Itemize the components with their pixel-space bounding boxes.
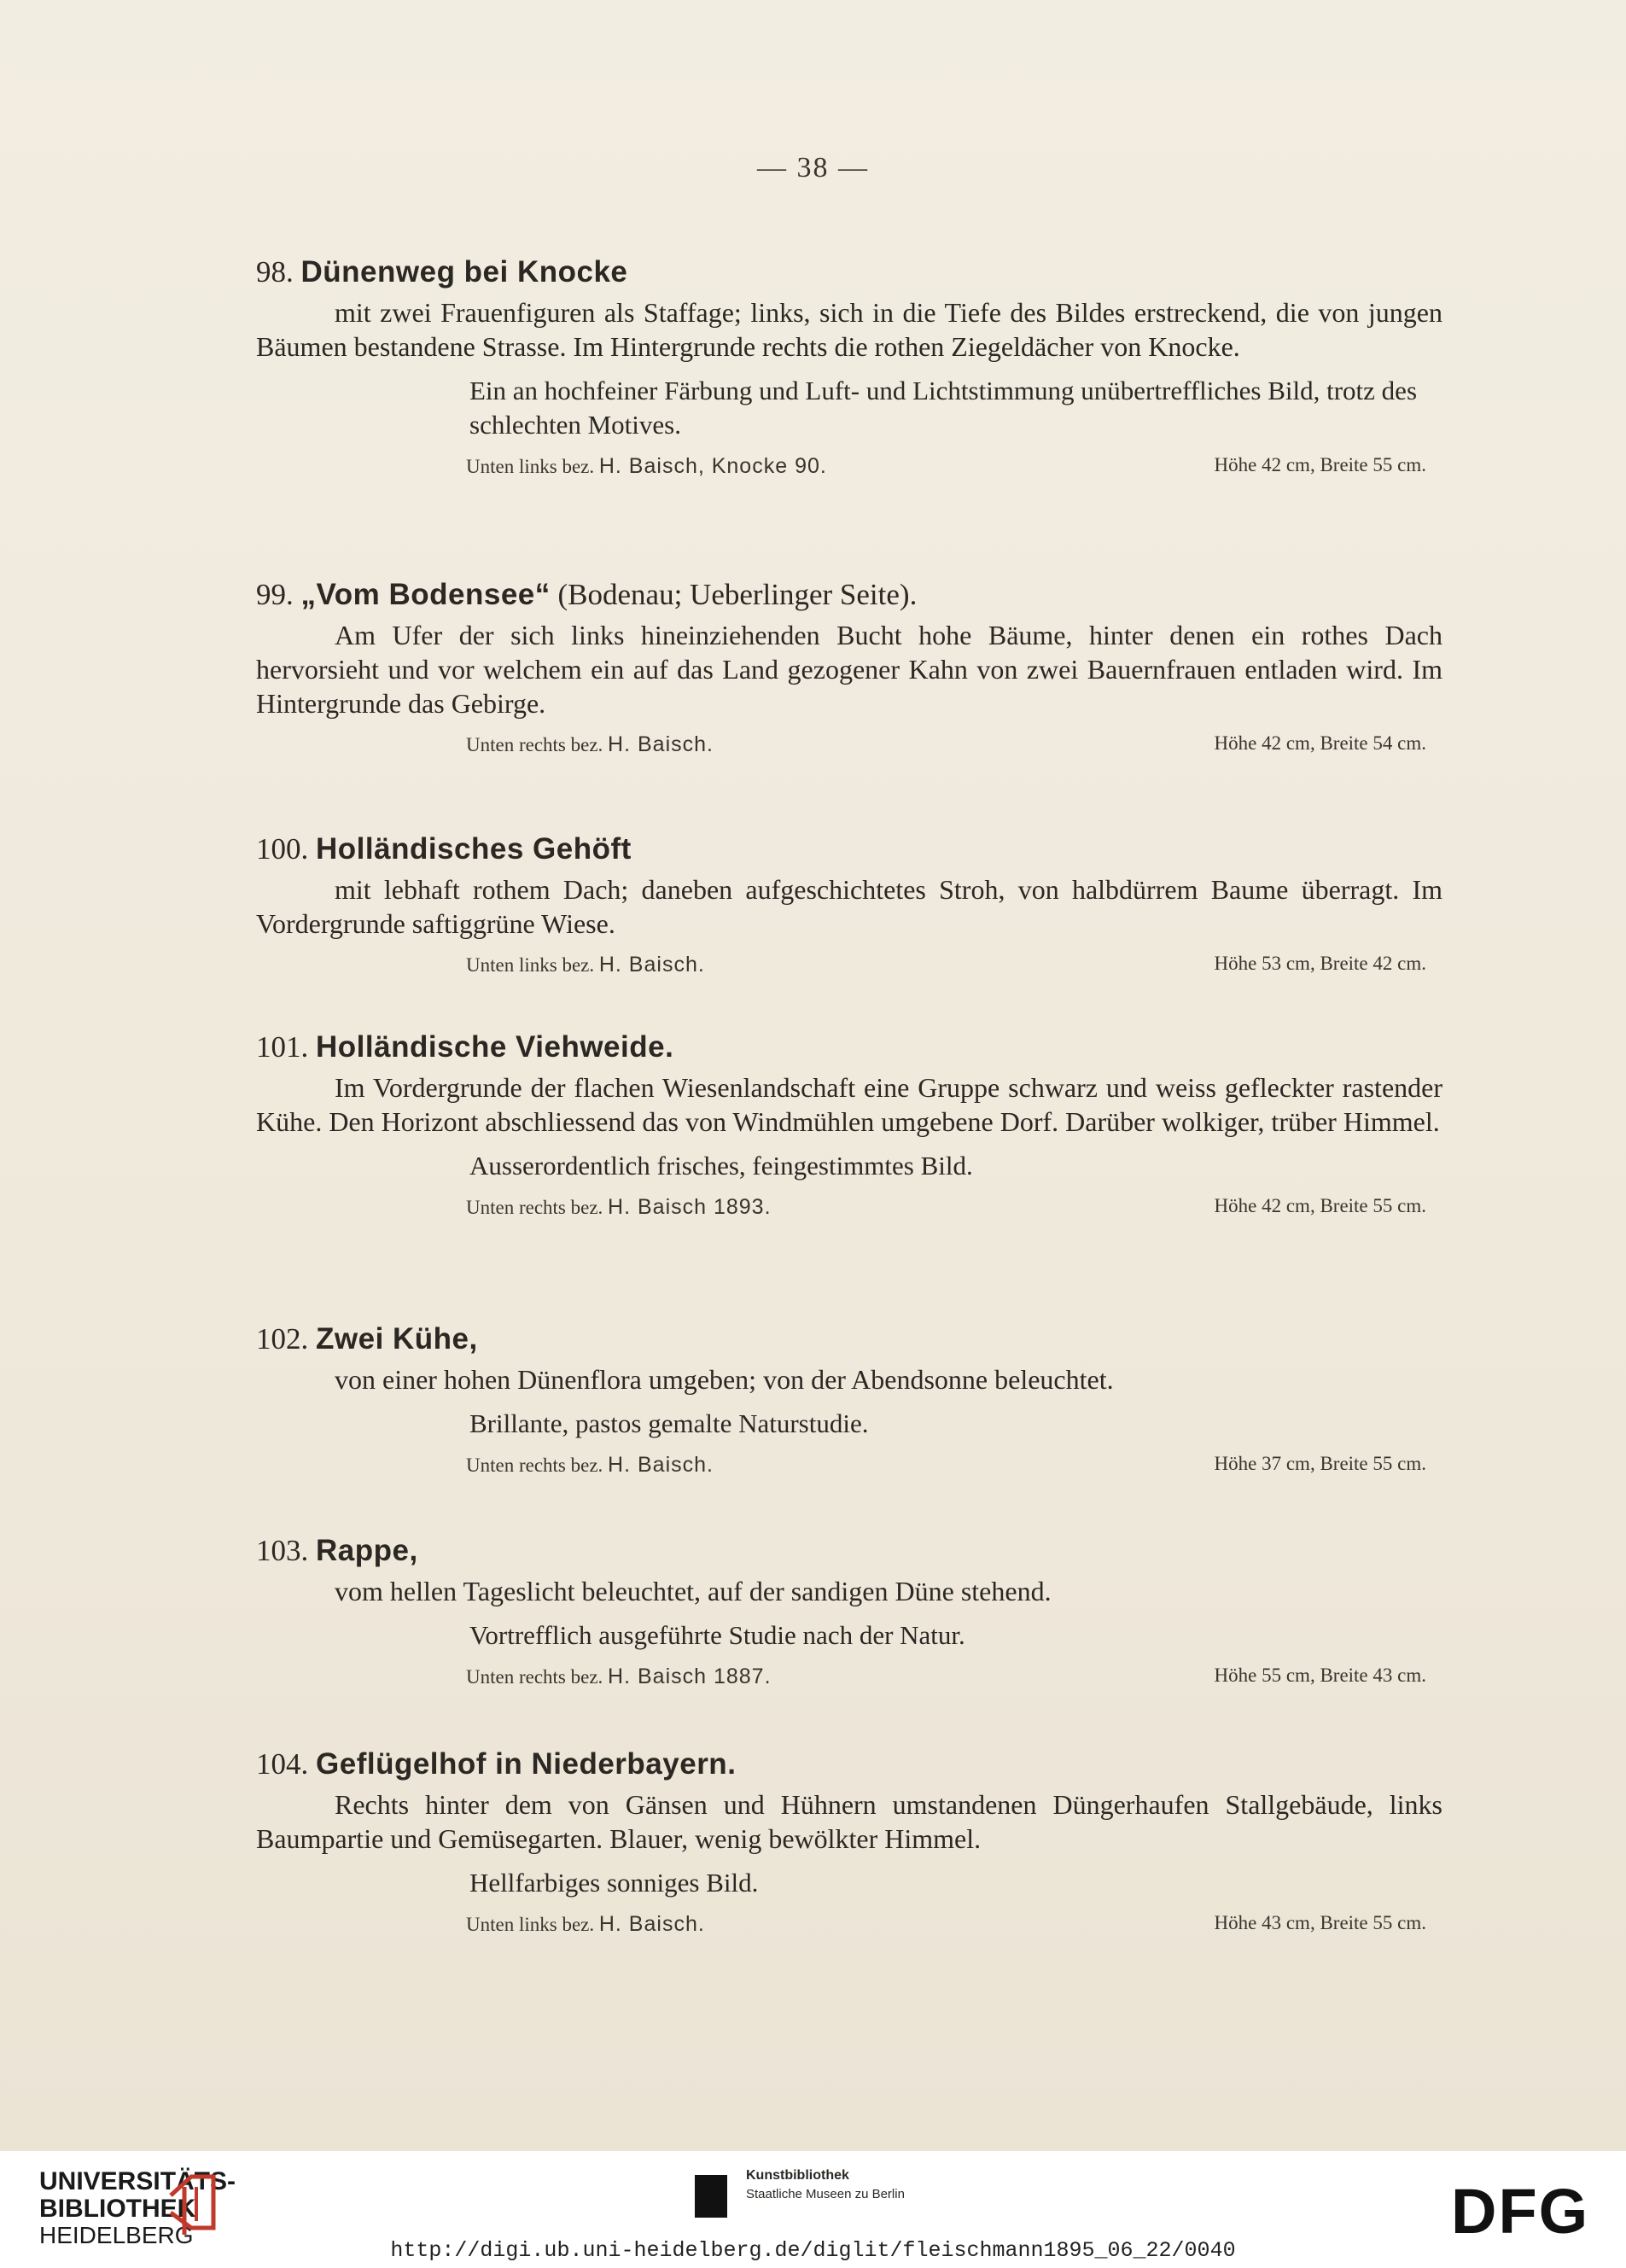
catalog-entry-101: [256, 1029, 1451, 1220]
entry-description: Im Vordergrunde der flachen Wiesenlandschaft eine Gruppe schwarz und weiss gefleckter rastender Kühe. Den Horizont abschliessend das von Windmühlen umgebene Dorf. Darüber wolkiger, trüber Himmel.: [256, 1072, 1442, 1137]
dimensions: Höhe 42 cm, Breite 55 cm.: [1214, 1195, 1426, 1216]
entry-heading: [256, 254, 1451, 290]
dimensions: Höhe 37 cm, Breite 55 cm.: [1214, 1453, 1426, 1474]
signature-text: Unten rechts bez.: [466, 1197, 603, 1218]
entry-heading: [256, 1746, 1451, 1782]
entry-description: Am Ufer der sich links hineinziehenden Bucht hohe Bäume, hinter denen ein rothes Dach hervorsieht und vor welchem ein auf das Land gezogener Kahn von zwei Bauernfrauen entladen wird. Im Hintergrunde das Gebirge.: [256, 620, 1442, 719]
signature-mark: H. Baisch.: [608, 1453, 714, 1477]
entry-title: Geflügelhof in Niederbayern.: [316, 1747, 737, 1781]
signature-text: Unten links bez.: [466, 954, 595, 976]
entry-signature-line: [466, 1912, 1426, 1937]
entry-note: Brillante, pastos gemalte Naturstudie.: [469, 1408, 869, 1438]
signature-text: Unten rechts bez.: [466, 734, 603, 755]
entry-title: Holländisches Gehöft: [316, 832, 632, 866]
kb-institution: Staatliche Museen zu Berlin: [746, 2187, 905, 2201]
signature-mark: H. Baisch 1887.: [608, 1665, 772, 1688]
entry-heading: [256, 1533, 1451, 1569]
signature-mark: H. Baisch.: [608, 732, 714, 756]
ub-name-line2: BIBLIOTHEK: [39, 2195, 196, 2223]
signature-mark: H. Baisch, Knocke 90.: [598, 454, 827, 478]
signature-mark: H. Baisch.: [598, 953, 705, 977]
catalog-entry-102: [256, 1321, 1451, 1478]
entry-description: Rechts hinter dem von Gänsen und Hühnern umstandenen Düngerhaufen Stallgebäude, links Baumpartie und Gemüsegarten. Blauer, wenig bewölkter Himmel.: [256, 1789, 1442, 1854]
catalog-entry-98: [256, 254, 1451, 479]
entry-description: vom hellen Tageslicht beleuchtet, auf der sandigen Düne stehend.: [335, 1576, 1052, 1606]
signature-mark: H. Baisch 1893.: [608, 1195, 772, 1219]
entry-subtitle: (Bodenau; Ueberlinger Seite).: [557, 578, 918, 611]
entry-number: 103.: [256, 1534, 309, 1567]
catalog-entry-103: [256, 1533, 1451, 1689]
entry-title: Rappe,: [316, 1534, 418, 1567]
catalog-entry-104: [256, 1746, 1451, 1937]
signature-text: Unten rechts bez.: [466, 1666, 603, 1688]
dimensions: Höhe 53 cm, Breite 42 cm.: [1214, 953, 1426, 974]
catalog-entry-99: [256, 577, 1451, 757]
entry-title: Dünenweg bei Knocke: [300, 255, 628, 289]
entry-number: 99.: [256, 578, 294, 611]
ub-name-line1: UNIVERSITÄTS-: [39, 2167, 236, 2195]
entry-note: Ein an hochfeiner Färbung und Luft- und Lichtstimmung unübertreffliches Bild, trotz des schlechten Motives.: [469, 376, 1418, 440]
entry-signature-line: [466, 454, 1426, 479]
entry-description: von einer hohen Dünenflora umgeben; von der Abendsonne beleuchtet.: [335, 1364, 1114, 1395]
page-number: — 38 —: [757, 152, 869, 184]
entry-note: Ausserordentlich frisches, feingestimmtes Bild.: [469, 1151, 973, 1181]
entry-title: „Vom Bodensee“: [300, 578, 551, 611]
entry-number: 102.: [256, 1322, 309, 1356]
signature-text: Unten rechts bez.: [466, 1455, 603, 1476]
dimensions: Höhe 42 cm, Breite 54 cm.: [1214, 732, 1426, 754]
entry-number: 100.: [256, 832, 309, 866]
entry-signature-line: [466, 1665, 1426, 1689]
entry-signature-line: [466, 732, 1426, 757]
entry-description: mit lebhaft rothem Dach; daneben aufgeschichtetes Stroh, von halbdürrem Baume überragt. Im Vordergrunde saftiggrüne Wiese.: [256, 874, 1442, 939]
signature-mark: H. Baisch.: [598, 1912, 705, 1936]
entry-description: mit zwei Frauenfiguren als Staffage; links, sich in die Tiefe des Bildes erstreckend, die von jungen Bäumen bestandene Strasse. Im Hintergrunde rechts die rothen Ziegeldächer von Knocke.: [256, 297, 1442, 362]
entry-signature-line: [466, 953, 1426, 977]
dimensions: Höhe 43 cm, Breite 55 cm.: [1214, 1912, 1426, 1933]
dimensions: Höhe 55 cm, Breite 43 cm.: [1214, 1665, 1426, 1686]
entry-note: Vortrefflich ausgeführte Studie nach der Natur.: [469, 1620, 965, 1650]
entry-heading: [256, 577, 1451, 613]
entry-note: Hellfarbiges sonniges Bild.: [469, 1868, 759, 1898]
entry-signature-line: [466, 1195, 1426, 1220]
entry-number: 98.: [256, 255, 294, 289]
entry-heading: [256, 1321, 1451, 1357]
signature-text: Unten links bez.: [466, 456, 595, 477]
kunstbibliothek-logo-icon: [695, 2175, 727, 2218]
entry-title: Holländische Viehweide.: [316, 1030, 674, 1064]
permalink-url[interactable]: http://digi.ub.uni-heidelberg.de/diglit/fleischmann1895_06_22/0040: [390, 2238, 1236, 2263]
dimensions: Höhe 42 cm, Breite 55 cm.: [1214, 454, 1426, 475]
dfg-logo[interactable]: DFG: [1451, 2176, 1590, 2247]
ub-logo-icon: [162, 2161, 222, 2238]
entry-number: 101.: [256, 1030, 309, 1064]
entry-signature-line: [466, 1453, 1426, 1478]
kb-name: Kunstbibliothek: [746, 2168, 849, 2183]
catalog-entry-100: [256, 831, 1451, 977]
entry-title: Zwei Kühe,: [316, 1322, 478, 1356]
ub-name-line3: HEIDELBERG: [39, 2222, 194, 2248]
signature-text: Unten links bez.: [466, 1914, 595, 1935]
entry-heading: [256, 1029, 1451, 1065]
entry-heading: [256, 831, 1451, 867]
entry-number: 104.: [256, 1747, 309, 1781]
